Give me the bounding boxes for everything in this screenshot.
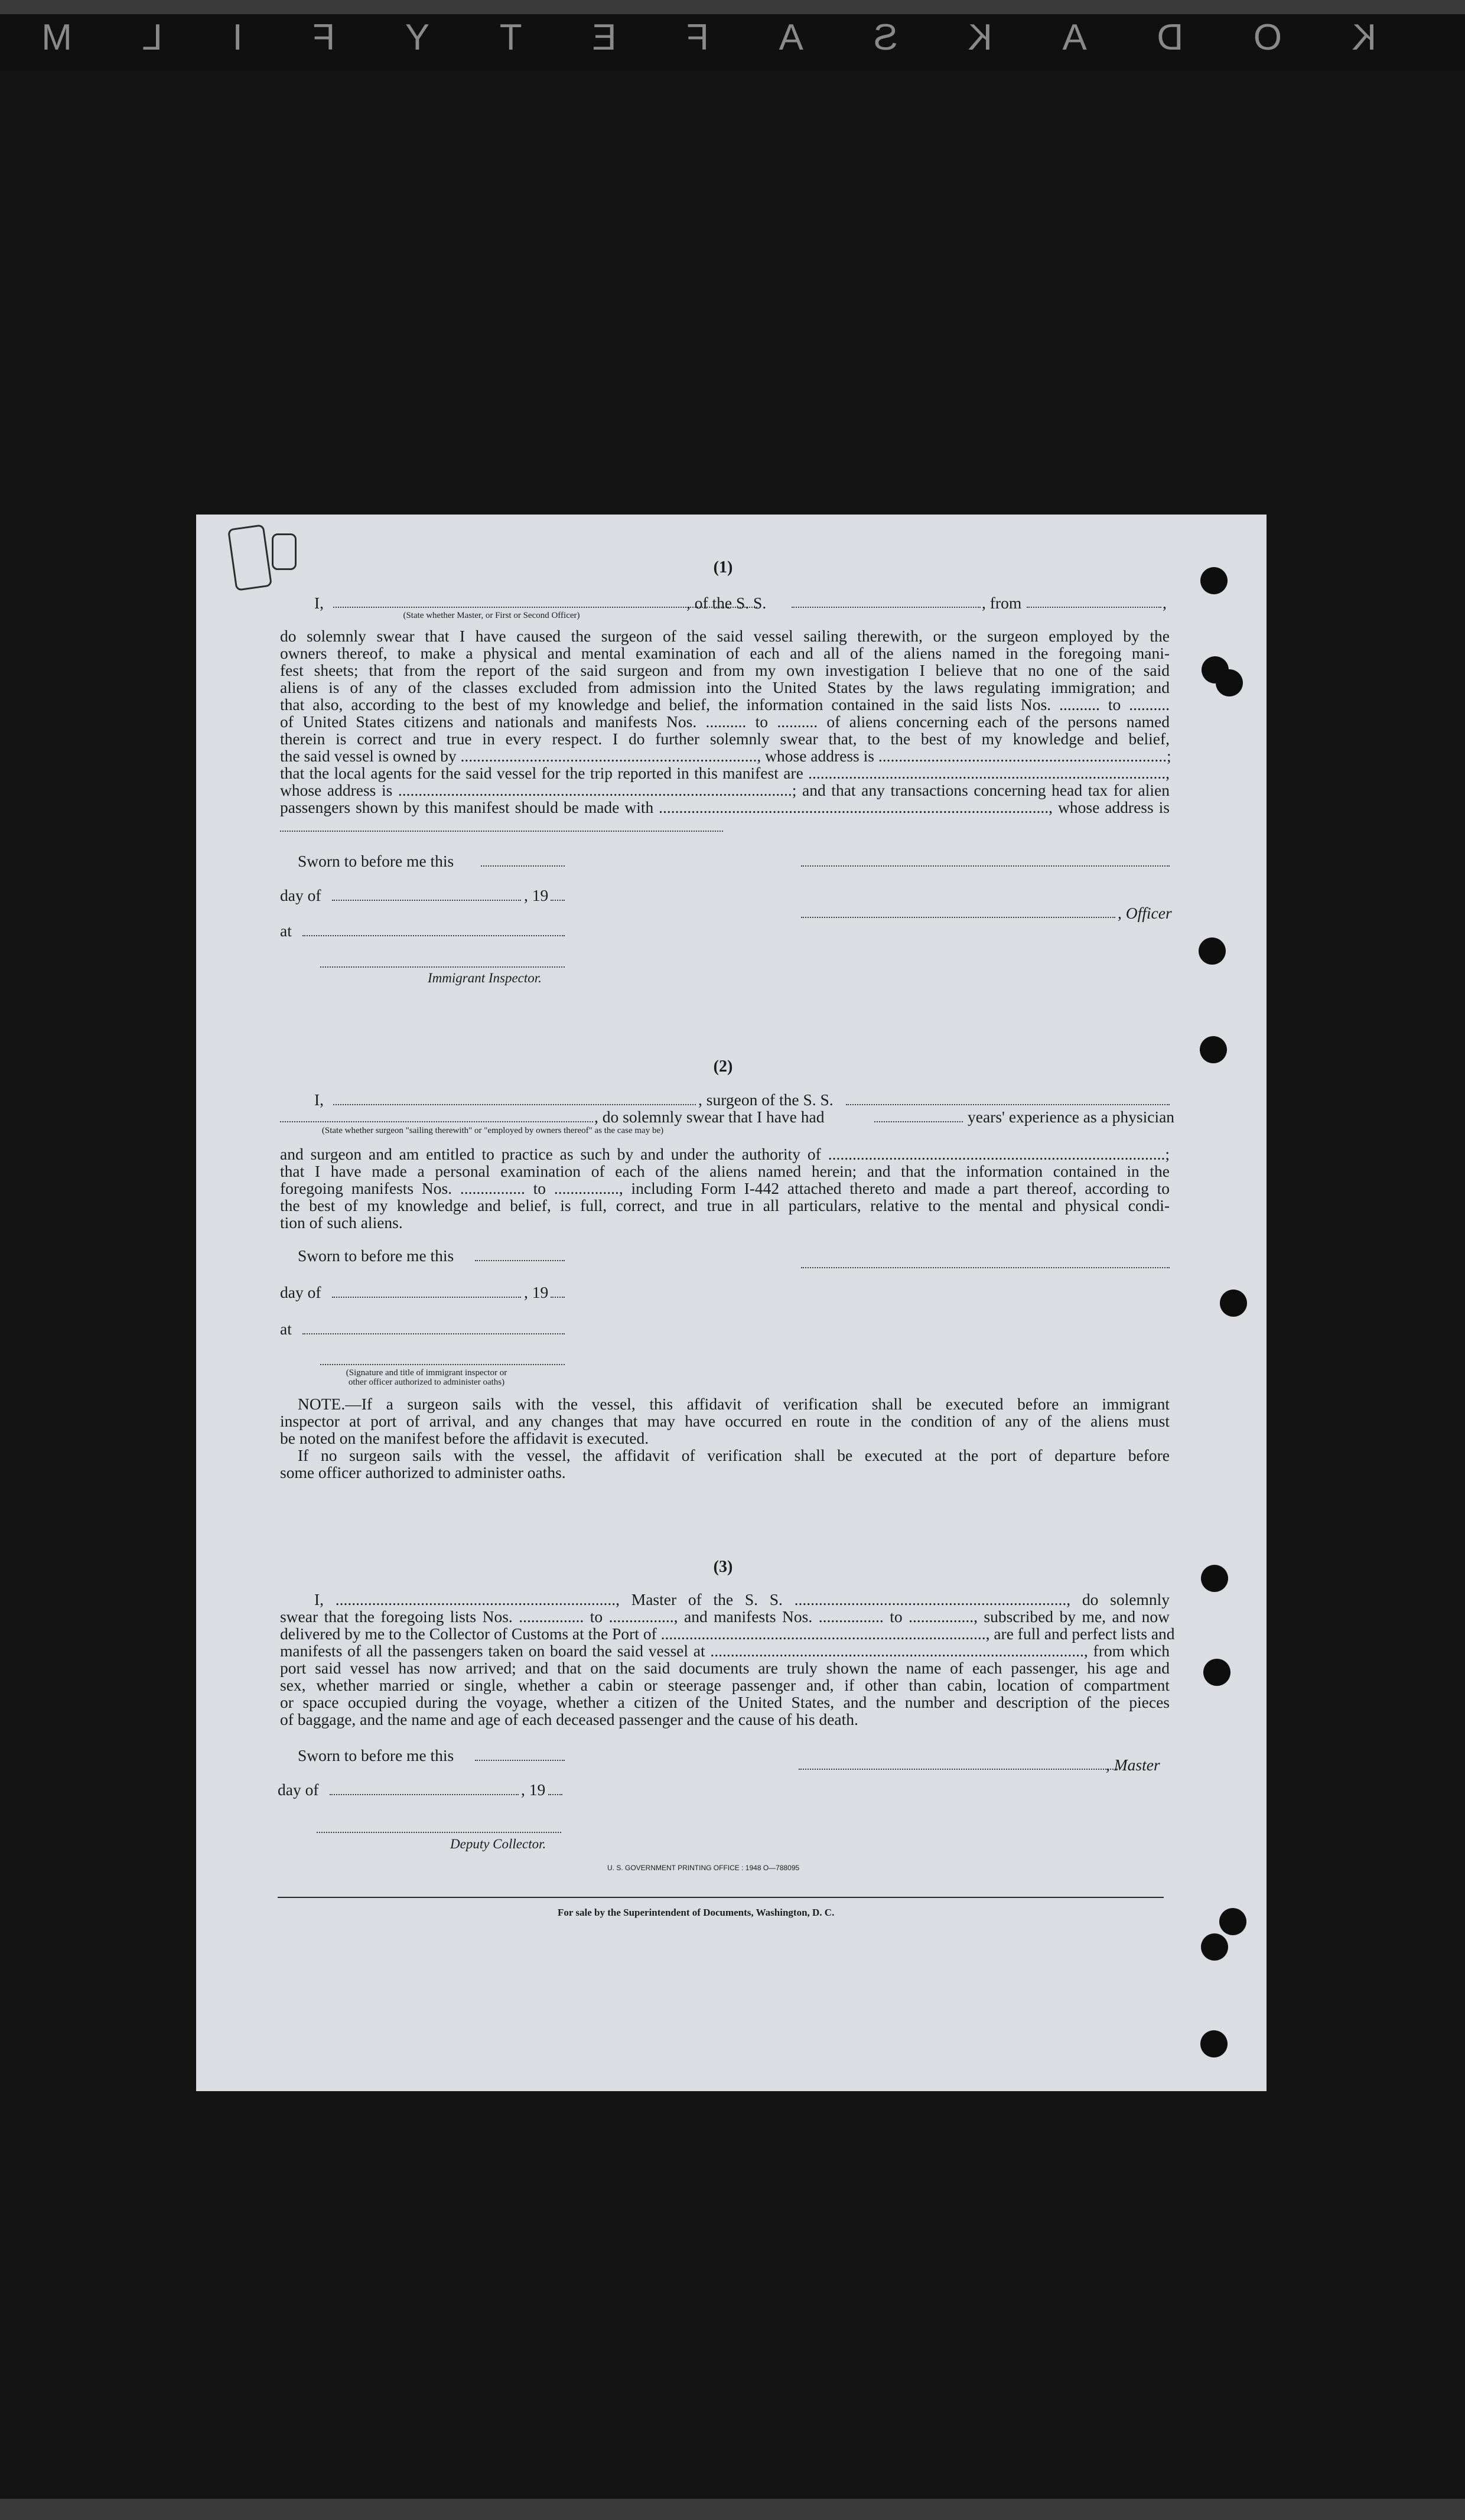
film-letter: F: [312, 17, 336, 58]
s1-para-line: that the local agents for the said vessel for the trip reported in this manifest are ........................................................................................,: [280, 764, 1170, 782]
film-edge-bottom: [0, 2499, 1465, 2520]
s2-sig-caption-2: other officer authorized to administer oaths): [348, 1378, 505, 1387]
s2-solemnly: , do solemnly swear that I have had: [594, 1108, 825, 1126]
s2-i: I,: [314, 1090, 324, 1109]
blank-line: [280, 1121, 593, 1122]
s1-from: , from: [982, 594, 1022, 612]
blank-line: [1027, 607, 1161, 608]
s1-para-line: fest sheets; that from the report of the said surgeon and from my own investigation I believe that no one of the said: [280, 661, 1170, 679]
section-2-heading: (2): [713, 1057, 733, 1076]
signature-line: [799, 1769, 1118, 1770]
s3-para-line: swear that the foregoing lists Nos. ................ to ................, and manifests Nos. ................ to ................, subscribed by me, and now: [280, 1607, 1170, 1626]
s2-years: years' experience as a physician: [968, 1108, 1175, 1126]
s3-day-of: day of: [278, 1780, 319, 1799]
s3-master: , Master: [1106, 1756, 1160, 1774]
s2-note-line: If no surgeon sails with the vessel, the affidavit of verification shall be executed at the port of departure before: [298, 1446, 1170, 1464]
signature-line: [801, 1267, 1170, 1268]
blank-line: [792, 607, 981, 608]
s2-note-line: NOTE.—If a surgeon sails with the vessel, this affidavit of verification shall be executed before an immigrant: [298, 1395, 1170, 1413]
s2-note-line: inspector at port of arrival, and any changes that may have occurred en route in the condition of any of the aliens must: [280, 1412, 1170, 1430]
punch-hole: [1200, 567, 1228, 594]
punch-hole: [1203, 1659, 1230, 1686]
form-page: [196, 515, 1267, 2091]
footer-rule: [278, 1897, 1164, 1898]
punch-hole: [1219, 1908, 1246, 1935]
handwritten-mark: [272, 533, 297, 570]
section-3-heading: (3): [713, 1558, 733, 1576]
s1-comma: ,: [1163, 594, 1167, 612]
signature-line: [320, 966, 565, 968]
printing-office: U. S. GOVERNMENT PRINTING OFFICE : 1948 O—788095: [607, 1864, 800, 1872]
blank-line: [332, 1297, 521, 1298]
section-1-heading: (1): [713, 558, 733, 577]
s2-para-line: tion of such aliens.: [280, 1213, 403, 1232]
s2-para-line: and surgeon and am entitled to practice as such by and under the authority of ...................................................................................;: [280, 1145, 1170, 1163]
s3-para-line: delivered by me to the Collector of Customs at the Port of ................................................................................, are full and perfect lists and: [280, 1624, 1175, 1643]
s3-para-line: of baggage, and the name and age of each deceased passenger and the cause of his death.: [280, 1710, 858, 1728]
s1-inspector: Immigrant Inspector.: [428, 971, 542, 985]
s2-para-line: the best of my knowledge and belief, is full, correct, and true in all particulars, relative to the mental and physical condi-: [280, 1196, 1170, 1215]
punch-hole: [1201, 1565, 1228, 1592]
s1-of-ss: , of the S. S.: [686, 594, 767, 612]
s1-para-line: owners thereof, to make a physical and mental examination of each and all of the aliens named in the foregoing mani-: [280, 644, 1170, 662]
blank-line: [302, 935, 565, 936]
blank-line: [548, 1794, 562, 1795]
s2-sworn: Sworn to before me this: [298, 1246, 454, 1265]
officer-text: , Officer: [1118, 904, 1172, 922]
film-letter: F: [686, 17, 709, 58]
s2-at: at: [280, 1320, 292, 1338]
blank-line: [481, 865, 565, 867]
s1-para-line: whose address is .................................................................................................; and that any transactions concerning head tax for alien: [280, 781, 1170, 799]
s2-note-line: be noted on the manifest before the affidavit is executed.: [280, 1429, 649, 1447]
film-letter: M: [41, 17, 72, 58]
blank-line: [475, 1260, 565, 1261]
s3-para-line: manifests of all the passengers taken on board the said vessel at ............................................................................................, from which: [280, 1642, 1170, 1660]
punch-hole: [1200, 1036, 1227, 1063]
s2-sig-caption-1: (Signature and title of immigrant inspector or: [346, 1368, 507, 1378]
s3-para-line: port said vessel has now arrived; and that on the said documents are truly shown the name of each passenger, his age and: [280, 1659, 1170, 1677]
blank-line: [846, 1104, 1170, 1105]
blank-line: [551, 900, 565, 901]
film-edge-text: [41, 17, 1376, 58]
film-letter: A: [1062, 17, 1087, 58]
s2-para-line: that I have made a personal examination of each of the aliens named herein; and that the information contained in the: [280, 1162, 1170, 1180]
film-letter: O: [1253, 17, 1282, 58]
s1-para-line: passengers shown by this manifest should be made with ................................................................................................, whose address is: [280, 798, 1170, 816]
s3-year: , 19: [521, 1780, 546, 1799]
film-edge-top: [0, 0, 1465, 71]
s1-year: , 19: [524, 886, 549, 904]
blank-line: [302, 1333, 565, 1334]
s1-para-line: the said vessel is owned by ........................................................................., whose address is .......................................................................;: [280, 747, 1171, 765]
s1-para-line: therein is correct and true in every respect. I do further solemnly swear that, to the best of my knowledge and belief,: [280, 730, 1170, 748]
s2-year: , 19: [524, 1283, 549, 1301]
film-letter: L: [142, 17, 162, 58]
punch-hole: [1199, 937, 1226, 965]
s3-para-line: or space occupied during the voyage, whether a citizen of the United States, and the number and description of the pieces: [280, 1693, 1170, 1711]
s1-officer-label: [1118, 904, 1172, 922]
blank-line: [874, 1121, 963, 1122]
signature-line: [801, 917, 1115, 918]
blank-line: [332, 900, 521, 901]
signature-line: [317, 1832, 561, 1833]
film-letter: T: [499, 17, 522, 58]
film-stripe: [0, 0, 1465, 14]
s1-i: I,: [314, 594, 324, 612]
signature-line: [320, 1364, 565, 1365]
s1-sworn: Sworn to before me this: [298, 852, 454, 870]
film-letter: K: [1352, 17, 1376, 58]
blank-line: [333, 1104, 696, 1105]
film-letter: K: [968, 17, 992, 58]
s1-para-line: aliens is of any of the classes excluded from admission into the United States by the laws regulating immigration; and: [280, 678, 1170, 696]
blank-line: [330, 1794, 519, 1795]
punch-hole: [1220, 1290, 1247, 1317]
s1-caption: (State whether Master, or First or Second Officer): [403, 611, 580, 620]
punch-hole: [1216, 669, 1243, 696]
film-letter: A: [779, 17, 803, 58]
s1-day-of: day of: [280, 886, 321, 904]
s2-para-line: foregoing manifests Nos. ................ to ................, including Form I-442 attached thereto and made a part thereof, according to: [280, 1179, 1170, 1197]
film-letter: S: [873, 17, 898, 58]
blank-line: [551, 1297, 565, 1298]
s1-para-line: do solemnly swear that I have caused the surgeon of the said vessel sailing therewith, or the surgeon employed by the: [280, 627, 1170, 645]
film-letter: I: [232, 17, 243, 58]
blank-line: [280, 831, 723, 832]
punch-hole: [1201, 1933, 1228, 1961]
s1-para-line: that also, according to the best of my knowledge and belief, the information contained in the said lists Nos. .......... to ..........: [280, 695, 1170, 714]
s2-surgeon-of: , surgeon of the S. S.: [698, 1090, 834, 1109]
for-sale-line: For sale by the Superintendent of Documents, Washington, D. C.: [558, 1907, 835, 1918]
s3-collector: Deputy Collector.: [450, 1837, 546, 1851]
punch-hole: [1200, 2030, 1228, 2057]
s2-day-of: day of: [280, 1283, 321, 1301]
signature-line: [801, 865, 1170, 867]
s3-para-line: I, ....................................................................., Master of the S. S. ..................................................................., do solemnly: [314, 1590, 1170, 1609]
s1-para-line: of United States citizens and nationals and manifests Nos. .......... to .......... of aliens concerning each of the persons named: [280, 712, 1170, 731]
s3-para-line: sex, whether married or single, whether a cabin or steerage passenger and, if other than cabin, location of compartment: [280, 1676, 1170, 1694]
film-letter: E: [592, 17, 617, 58]
film-letter: Y: [405, 17, 430, 58]
handwritten-mark: [227, 524, 272, 591]
s3-sworn: Sworn to before me this: [298, 1746, 454, 1764]
s2-note-line: some officer authorized to administer oaths.: [280, 1463, 566, 1482]
s2-caption: (State whether surgeon "sailing therewith" or "employed by owners thereof" as the case may be): [321, 1126, 664, 1135]
blank-line: [475, 1760, 565, 1761]
film-letter: D: [1157, 17, 1184, 58]
s1-at: at: [280, 922, 292, 940]
